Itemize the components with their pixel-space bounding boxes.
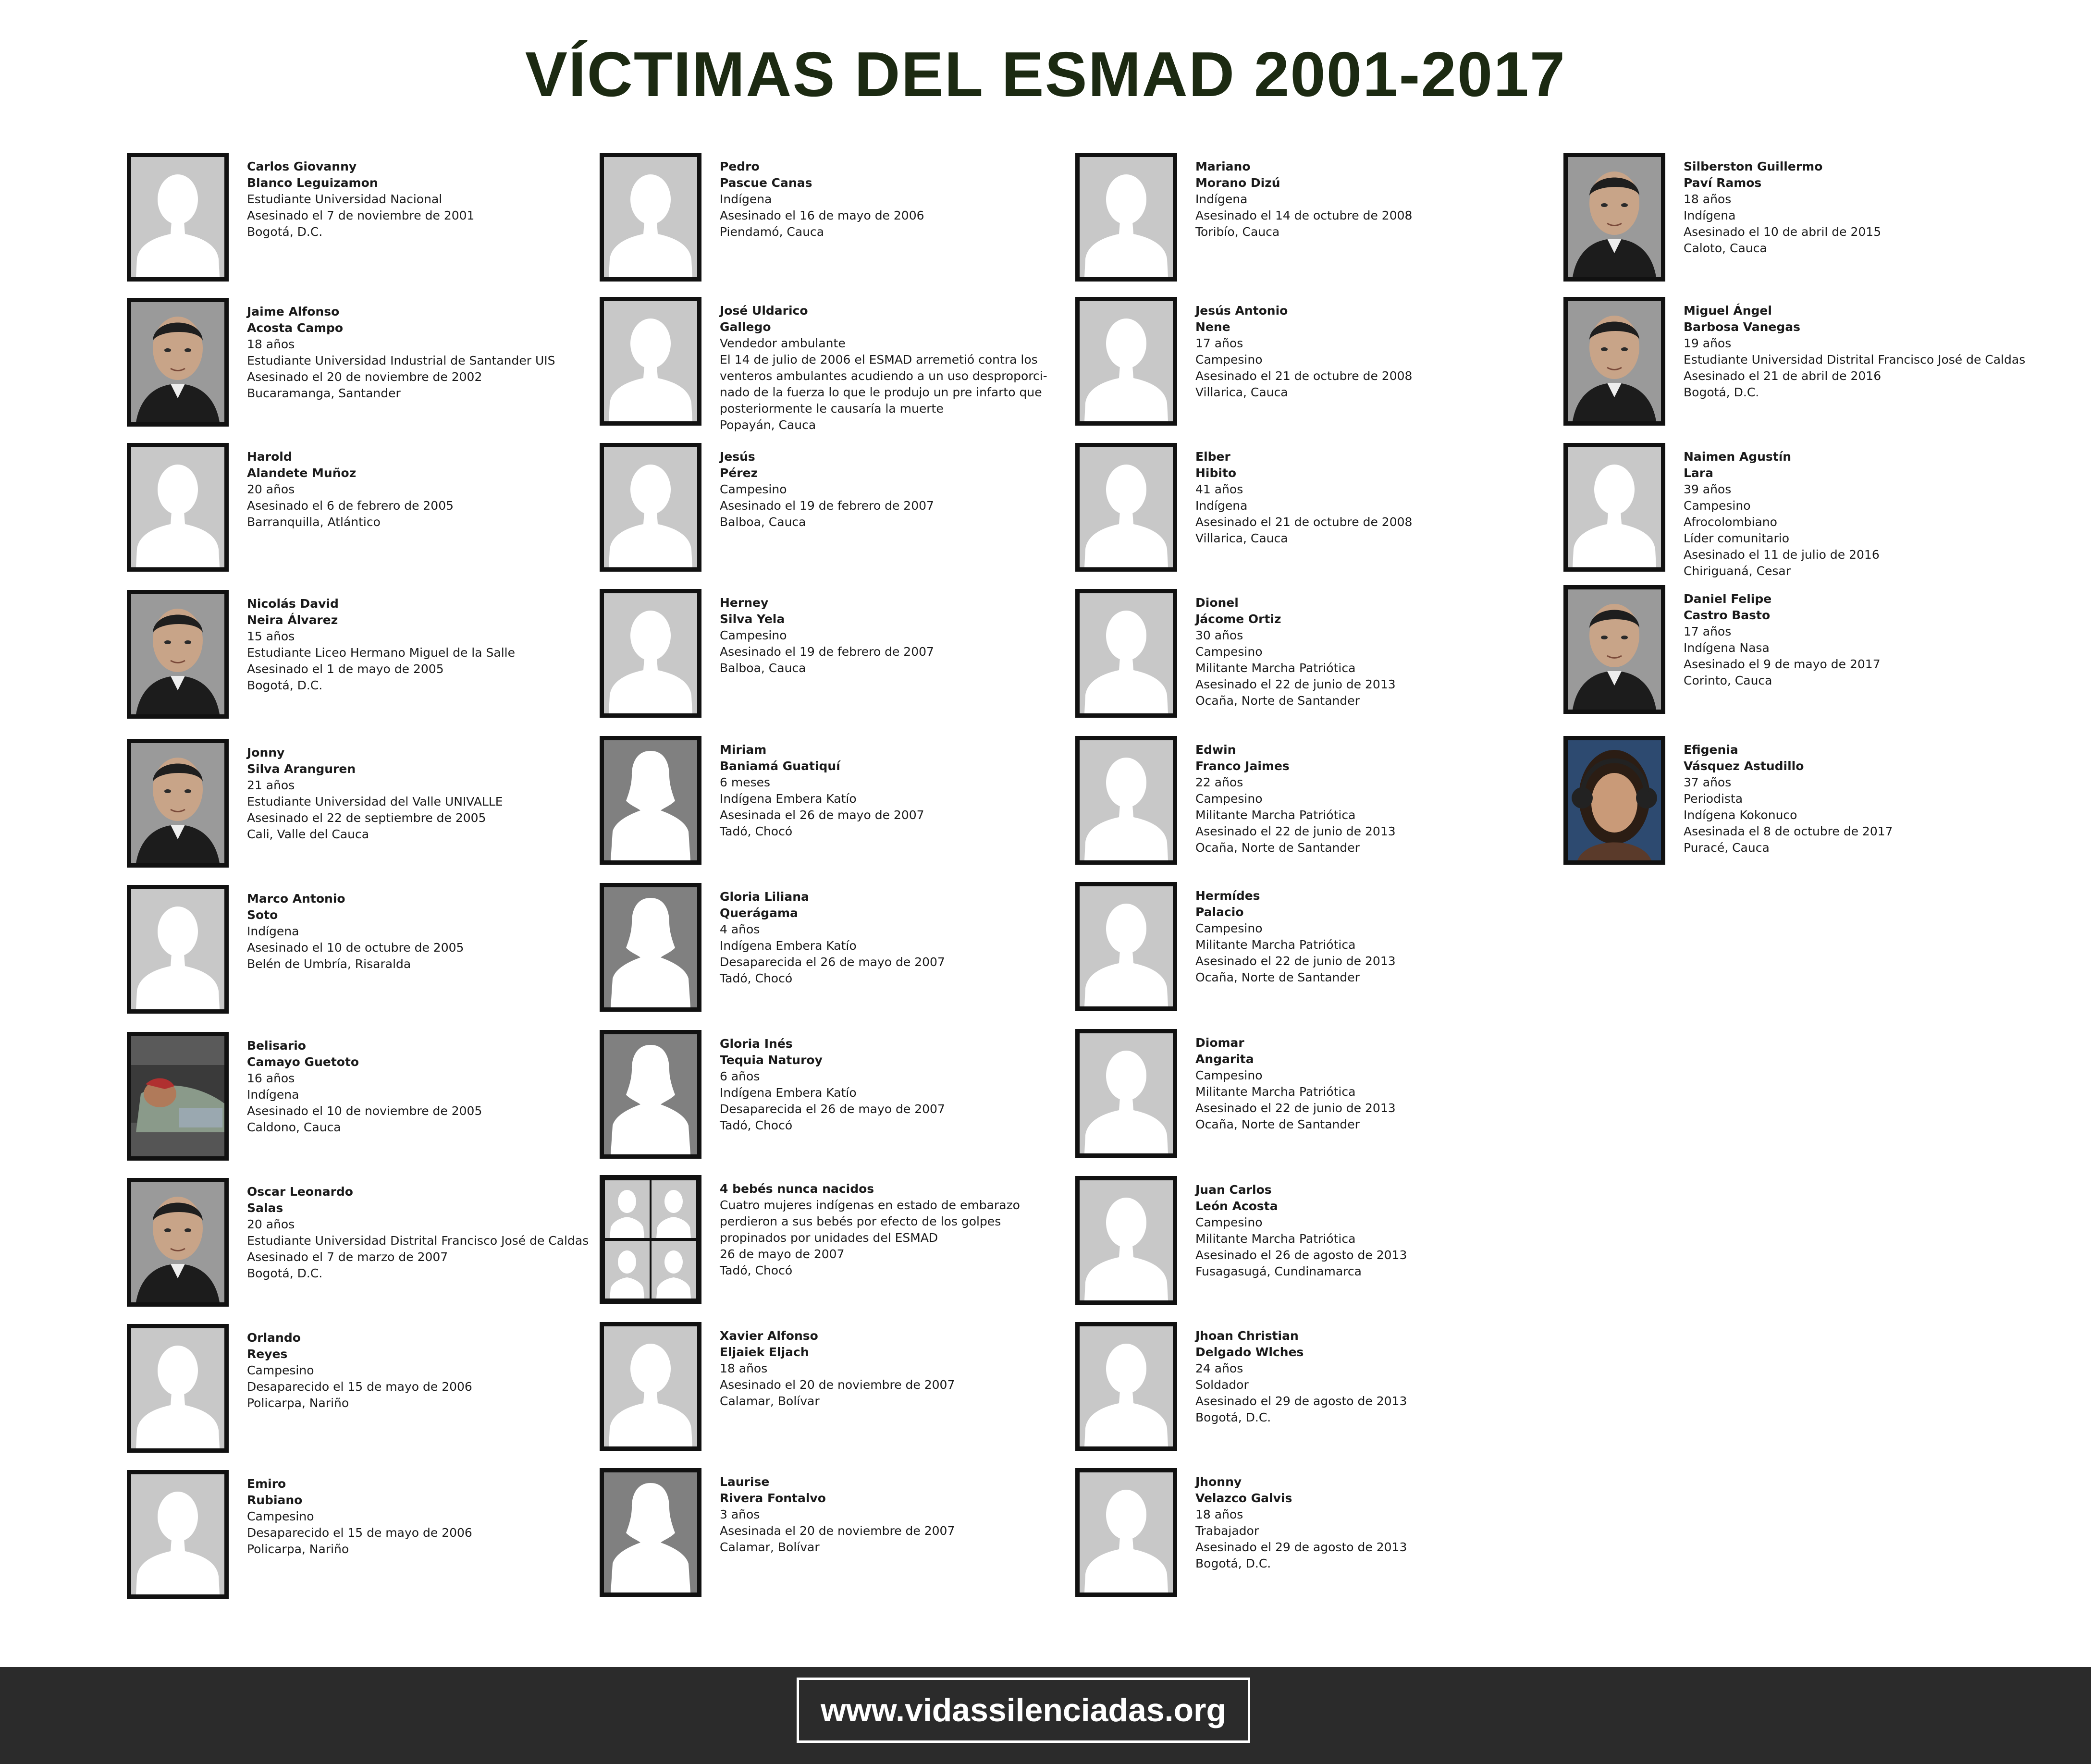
victim-detail: Estudiante Universidad Nacional — [247, 192, 443, 206]
victim-name: León Acosta — [1195, 1199, 1278, 1213]
victim-name: José Uldarico — [720, 304, 808, 318]
portrait-photo-placeholder-icon — [127, 443, 229, 572]
victim-detail: Tadó, Chocó — [720, 824, 793, 838]
victim-info — [1195, 1182, 1628, 1280]
portrait-photo-placeholder-icon — [1075, 736, 1177, 865]
victim-detail: Bogotá, D.C. — [247, 678, 323, 692]
portrait-photo-young-man — [1563, 153, 1665, 282]
victim-detail: Campesino — [1684, 499, 1751, 513]
victim-detail: Villarica, Cauca — [1195, 385, 1288, 399]
victim-name: Rubiano — [247, 1493, 303, 1507]
victim-name: Oscar Leonardo — [247, 1185, 353, 1199]
victim-detail: Villarica, Cauca — [1195, 531, 1288, 545]
victim-name: Silberston Guillermo — [1684, 159, 1823, 173]
victim-detail: propinados por unidades del ESMAD — [720, 1231, 938, 1245]
victim-detail: Asesinado el 29 de agosto de 2013 — [1195, 1540, 1407, 1554]
victim-detail: Militante Marcha Patriótica — [1195, 1085, 1356, 1099]
victim-detail: Campesino — [1195, 792, 1263, 806]
victim-detail: 18 años — [1195, 1507, 1243, 1521]
victim-detail: Asesinado el 7 de marzo de 2007 — [247, 1250, 448, 1264]
victim-detail: Indígena Kokonuco — [1684, 808, 1797, 822]
victim-info — [1195, 1474, 1628, 1572]
victim-info — [1195, 888, 1628, 986]
victim-detail: El 14 de julio de 2006 el ESMAD arremetió contra los — [720, 353, 1038, 367]
victim-detail: Calamar, Bolívar — [720, 1540, 820, 1554]
portrait-photo-placeholder-icon — [600, 153, 701, 282]
victim-detail: Campesino — [1195, 353, 1263, 367]
page-title: VÍCTIMAS DEL ESMAD 2001-2017 — [525, 39, 1566, 110]
victim-detail: Asesinado el 10 de octubre de 2005 — [247, 941, 464, 955]
victim-detail: Campesino — [247, 1509, 314, 1523]
victim-name: Salas — [247, 1201, 283, 1215]
victim-detail: Líder comunitario — [1684, 531, 1790, 545]
victim-detail: Indígena — [247, 1088, 299, 1102]
victim-detail: 30 años — [1195, 628, 1243, 642]
victim-detail: 15 años — [247, 629, 295, 643]
victim-detail: Balboa, Cauca — [720, 661, 806, 675]
victim-detail: Militante Marcha Patriótica — [1195, 808, 1356, 822]
photo-injured-person-lying — [127, 1032, 229, 1161]
victim-name: Querágama — [720, 906, 798, 920]
portrait-photo-placeholder-icon — [600, 589, 701, 718]
portrait-photo-placeholder-icon — [1075, 443, 1177, 572]
victim-detail: Estudiante Universidad Industrial de Santander UIS — [247, 354, 555, 368]
victim-name: Efigenia — [1684, 743, 1738, 757]
victim-name: Diomar — [1195, 1036, 1244, 1050]
victim-detail: Asesinado el 22 de junio de 2013 — [1195, 954, 1396, 968]
victim-detail: Asesinado el 20 de noviembre de 2007 — [720, 1378, 955, 1392]
victim-name: Elber — [1195, 450, 1230, 464]
portrait-photo-placeholder-icon — [1075, 1176, 1177, 1305]
victim-name: Alandete Muñoz — [247, 466, 357, 480]
victim-detail: Belén de Umbría, Risaralda — [247, 957, 411, 971]
victim-detail: Asesinado el 9 de mayo de 2017 — [1684, 657, 1881, 671]
victim-detail: Militante Marcha Patriótica — [1195, 1232, 1356, 1246]
victim-detail: Indígena — [247, 924, 299, 938]
victim-name: Laurise — [720, 1475, 770, 1489]
victim-info — [1684, 159, 2091, 257]
victim-detail: 41 años — [1195, 482, 1243, 496]
victim-detail: Asesinado el 21 de octubre de 2008 — [1195, 515, 1413, 529]
victim-detail: Asesinado el 22 de septiembre de 2005 — [247, 811, 486, 825]
victim-info — [1684, 303, 2091, 401]
victim-detail: Militante Marcha Patriótica — [1195, 661, 1356, 675]
victim-detail: Ocaña, Norte de Santander — [1195, 1117, 1360, 1131]
victim-detail: Bogotá, D.C. — [1195, 1410, 1271, 1424]
victim-detail: Asesinado el 1 de mayo de 2005 — [247, 662, 444, 676]
victim-detail: Campesino — [1195, 921, 1263, 935]
victim-detail: nado de la fuerza lo que le produjo un pre infarto que — [720, 385, 1042, 399]
victim-detail: Fusagasugá, Cundinamarca — [1195, 1264, 1362, 1278]
victim-detail: Asesinado el 14 de octubre de 2008 — [1195, 208, 1413, 222]
female-placeholder-icon — [600, 1030, 701, 1159]
victim-detail: Policarpa, Nariño — [247, 1396, 349, 1410]
victim-name: Jhoan Christian — [1195, 1329, 1299, 1343]
victim-detail: Asesinado el 19 de febrero de 2007 — [720, 645, 934, 659]
victim-detail: Bogotá, D.C. — [1195, 1556, 1271, 1570]
portrait-photo-placeholder-icon — [1075, 1322, 1177, 1451]
victim-detail: Asesinado el 22 de junio de 2013 — [1195, 824, 1396, 838]
victim-name: Edwin — [1195, 743, 1236, 757]
victim-detail: Campesino — [247, 1363, 314, 1377]
victim-detail: Policarpa, Nariño — [247, 1542, 349, 1556]
victim-name: Xavier Alfonso — [720, 1329, 818, 1343]
victim-name: Soto — [247, 908, 278, 922]
portrait-photo-young-man — [127, 590, 229, 719]
victim-detail: Indígena — [1195, 499, 1248, 513]
victim-detail: 18 años — [1684, 192, 1732, 206]
victim-detail: Ocaña, Norte de Santander — [1195, 970, 1360, 984]
victim-detail: venteros ambulantes acudiendo a un uso desproporci- — [720, 369, 1047, 383]
victim-detail: Barranquilla, Atlántico — [247, 515, 381, 529]
victim-name: Orlando — [247, 1331, 301, 1345]
victim-detail: Asesinado el 22 de junio de 2013 — [1195, 1101, 1396, 1115]
victim-detail: Vendedor ambulante — [720, 336, 846, 350]
portrait-photo-placeholder-icon — [1075, 1029, 1177, 1158]
victim-detail: 21 años — [247, 778, 295, 792]
victim-detail: 16 años — [247, 1071, 295, 1085]
victim-detail: 22 años — [1195, 775, 1243, 789]
victim-name: Castro Basto — [1684, 608, 1771, 622]
victim-name: Dionel — [1195, 596, 1239, 610]
victim-detail: Campesino — [720, 628, 787, 642]
victim-detail: Trabajador — [1195, 1524, 1259, 1538]
victim-detail: Indígena Embera Katío — [720, 792, 857, 806]
victim-name: Pascue Canas — [720, 176, 812, 190]
victim-detail: Indígena Nasa — [1684, 641, 1770, 655]
victim-detail: Asesinado el 21 de octubre de 2008 — [1195, 369, 1413, 383]
victim-detail: Asesinado el 19 de febrero de 2007 — [720, 499, 934, 513]
victim-detail: Asesinado el 26 de agosto de 2013 — [1195, 1248, 1407, 1262]
portrait-photo-young-man — [1563, 297, 1665, 426]
victim-detail: Asesinado el 22 de junio de 2013 — [1195, 677, 1396, 691]
victim-detail: 6 meses — [720, 775, 771, 789]
victim-detail: 24 años — [1195, 1361, 1243, 1375]
victim-detail: Chiriguaná, Cesar — [1684, 564, 1791, 578]
victim-info — [1195, 1328, 1628, 1426]
victim-name: Jesús Antonio — [1195, 304, 1288, 318]
portrait-photo-placeholder-icon — [127, 1324, 229, 1453]
victim-name: Harold — [247, 450, 292, 464]
victim-detail: Ocaña, Norte de Santander — [1195, 694, 1360, 708]
victim-info — [1195, 449, 1628, 547]
victim-detail: 17 años — [1195, 336, 1243, 350]
victim-detail: Caldono, Cauca — [247, 1120, 341, 1134]
victim-detail: Indígena — [1195, 192, 1248, 206]
victim-detail: Bogotá, D.C. — [1684, 385, 1759, 399]
portrait-photo-placeholder-icon — [127, 885, 229, 1014]
victim-detail: Bucaramanga, Santander — [247, 386, 401, 400]
victim-name: Silva Yela — [720, 612, 785, 626]
victim-name: Acosta Campo — [247, 321, 344, 335]
portrait-photo-placeholder-icon — [1075, 153, 1177, 282]
victim-detail: Asesinado el 10 de abril de 2015 — [1684, 225, 1882, 239]
victim-detail: Tadó, Chocó — [720, 971, 793, 985]
four-placeholders-icon — [600, 1175, 701, 1304]
victim-name: Neira Álvarez — [247, 613, 338, 627]
victim-info — [1684, 449, 2091, 579]
victim-detail: posteriormente le causaría la muerte — [720, 402, 944, 416]
portrait-photo-placeholder-icon — [600, 297, 701, 426]
victim-name: Belisario — [247, 1039, 306, 1053]
victim-info — [1195, 595, 1628, 709]
victim-detail: Asesinado el 11 de julio de 2016 — [1684, 548, 1880, 562]
victim-name: Eljaiek Eljach — [720, 1345, 809, 1359]
portrait-photo-young-man — [1563, 585, 1665, 714]
victim-info — [1195, 159, 1628, 240]
victim-detail: 18 años — [247, 337, 295, 351]
portrait-photo-placeholder-icon — [1075, 882, 1177, 1011]
victim-detail: Campesino — [1195, 1215, 1263, 1229]
portrait-photo-young-man — [127, 298, 229, 427]
portrait-photo-young-man — [127, 1178, 229, 1307]
female-placeholder-icon — [600, 883, 701, 1012]
footer-bar — [0, 1667, 2091, 1764]
victim-detail: Asesinado el 10 de noviembre de 2005 — [247, 1104, 482, 1118]
portrait-photo-placeholder-icon — [1075, 1468, 1177, 1597]
victim-detail: Asesinado el 6 de febrero de 2005 — [247, 499, 454, 513]
victim-detail: Desaparecido el 15 de mayo de 2006 — [247, 1526, 472, 1540]
victim-detail: 20 años — [247, 1217, 295, 1231]
victim-name: Velazco Galvis — [1195, 1491, 1292, 1505]
victim-name: Camayo Guetoto — [247, 1055, 359, 1069]
portrait-photo-placeholder-icon — [127, 1470, 229, 1599]
victim-name: Vásquez Astudillo — [1684, 759, 1804, 773]
victim-name: Franco Jaimes — [1195, 759, 1290, 773]
portrait-photo-placeholder-icon — [1563, 443, 1665, 572]
victim-detail: Cali, Valle del Cauca — [247, 827, 369, 841]
victim-detail: Indígena Embera Katío — [720, 939, 857, 953]
victim-detail: Estudiante Liceo Hermano Miguel de la Salle — [247, 646, 515, 660]
victim-name: 4 bebés nunca nacidos — [720, 1182, 874, 1196]
victim-detail: Tadó, Chocó — [720, 1118, 793, 1132]
victim-detail: Bogotá, D.C. — [247, 225, 323, 239]
portrait-photo-young-man — [127, 739, 229, 868]
website-link[interactable]: www.vidassilenciadas.org — [797, 1678, 1250, 1743]
victim-name: Miguel Ángel — [1684, 304, 1772, 318]
victim-name: Blanco Leguizamon — [247, 176, 378, 190]
victim-detail: 17 años — [1684, 625, 1732, 638]
victim-name: Herney — [720, 596, 769, 610]
victim-detail: Tadó, Chocó — [720, 1263, 793, 1277]
victim-detail: Desaparecida el 26 de mayo de 2007 — [720, 955, 945, 969]
victim-detail: Piendamó, Cauca — [720, 225, 824, 239]
victim-detail: Asesinado el 29 de agosto de 2013 — [1195, 1394, 1407, 1408]
victim-detail: Asesinado el 21 de abril de 2016 — [1684, 369, 1882, 383]
victim-name: Baniamá Guatiquí — [720, 759, 840, 773]
victim-detail: Desaparecido el 15 de mayo de 2006 — [247, 1380, 472, 1394]
victim-detail: Asesinada el 8 de octubre de 2017 — [1684, 824, 1893, 838]
victim-name: Rivera Fontalvo — [720, 1491, 826, 1505]
victim-detail: Indígena — [1684, 208, 1736, 222]
portrait-photo-placeholder-icon — [127, 153, 229, 282]
victim-info — [1684, 591, 2091, 689]
victim-detail: Asesinado el 20 de noviembre de 2002 — [247, 370, 482, 384]
victim-name: Angarita — [1195, 1052, 1254, 1066]
victim-name: Jhonny — [1195, 1475, 1242, 1489]
victim-detail: Asesinada el 26 de mayo de 2007 — [720, 808, 924, 822]
victim-detail: 19 años — [1684, 336, 1732, 350]
victim-name: Pérez — [720, 466, 758, 480]
victim-name: Marco Antonio — [247, 892, 345, 906]
victim-detail: Soldador — [1195, 1378, 1249, 1392]
victim-name: Naimen Agustín — [1684, 450, 1792, 464]
victim-detail: Cuatro mujeres indígenas en estado de embarazo — [720, 1198, 1020, 1212]
victim-name: Nene — [1195, 320, 1230, 334]
victim-detail: Calamar, Bolívar — [720, 1394, 820, 1408]
victim-detail: 39 años — [1684, 482, 1732, 496]
victim-name: Emiro — [247, 1477, 286, 1491]
victim-detail: Indígena — [720, 192, 772, 206]
victim-name: Gloria Liliana — [720, 890, 809, 904]
victim-detail: 4 años — [720, 922, 760, 936]
portrait-photo-placeholder-icon — [600, 443, 701, 572]
victim-name: Jácome Ortiz — [1195, 612, 1281, 626]
portrait-photo-placeholder-icon — [1075, 297, 1177, 426]
victim-name: Mariano — [1195, 159, 1251, 173]
victim-name: Miriam — [720, 743, 767, 757]
victim-detail: Indígena Embera Katío — [720, 1086, 857, 1100]
female-placeholder-icon — [600, 736, 701, 865]
victim-info — [1684, 742, 2091, 856]
victim-name: Carlos Giovanny — [247, 159, 357, 173]
victim-detail: 18 años — [720, 1361, 768, 1375]
victim-name: Paví Ramos — [1684, 176, 1762, 190]
victim-detail: Estudiante Universidad del Valle UNIVALLE — [247, 795, 503, 808]
victim-detail: 3 años — [720, 1507, 760, 1521]
victim-detail: Asesinado el 16 de mayo de 2006 — [720, 208, 924, 222]
victim-name: Palacio — [1195, 905, 1244, 919]
victim-detail: 6 años — [720, 1069, 760, 1083]
victim-detail: Toribío, Cauca — [1195, 225, 1280, 239]
victim-detail: Caloto, Cauca — [1684, 241, 1767, 255]
victim-name: Gallego — [720, 320, 771, 334]
victim-detail: perdieron a sus bebés por efecto de los golpes — [720, 1214, 1001, 1228]
victim-detail: Campesino — [1195, 645, 1263, 659]
victim-name: Nicolás David — [247, 597, 339, 611]
victim-detail: Afrocolombiano — [1684, 515, 1777, 529]
victim-detail: Ocaña, Norte de Santander — [1195, 841, 1360, 855]
victim-name: Juan Carlos — [1195, 1183, 1272, 1197]
victim-name: Daniel Felipe — [1684, 592, 1772, 606]
victim-detail: Puracé, Cauca — [1684, 841, 1770, 855]
portrait-photo-placeholder-icon — [600, 1322, 701, 1451]
victim-detail: Campesino — [1195, 1068, 1263, 1082]
victim-name: Delgado Wlches — [1195, 1345, 1304, 1359]
female-placeholder-icon — [600, 1468, 701, 1597]
victim-detail: 26 de mayo de 2007 — [720, 1247, 845, 1261]
portrait-photo-woman-headphones — [1563, 736, 1665, 865]
victim-name: Hibito — [1195, 466, 1237, 480]
victim-name: Tequia Naturoy — [720, 1053, 823, 1067]
victim-name: Morano Dizú — [1195, 176, 1280, 190]
victim-detail: 37 años — [1684, 775, 1732, 789]
victim-detail: Militante Marcha Patriótica — [1195, 938, 1356, 952]
victim-detail: Estudiante Universidad Distrital Francisco José de Caldas — [1684, 353, 2026, 367]
victim-name: Jonny — [247, 746, 285, 760]
victim-name: Jesús — [720, 450, 755, 464]
victim-detail: 20 años — [247, 482, 295, 496]
victim-detail: Periodista — [1684, 792, 1743, 806]
victim-detail: Estudiante Universidad Distrital Francisco José de Caldas — [247, 1234, 589, 1248]
victim-name: Pedro — [720, 159, 760, 173]
victim-name: Lara — [1684, 466, 1713, 480]
victim-name: Hermídes — [1195, 889, 1260, 903]
victim-info — [1195, 742, 1628, 856]
victim-name: Silva Aranguren — [247, 762, 356, 776]
victim-detail: Asesinada el 20 de noviembre de 2007 — [720, 1524, 955, 1538]
victim-detail: Balboa, Cauca — [720, 515, 806, 529]
victim-info — [1195, 1035, 1628, 1133]
victim-detail: Desaparecida el 26 de mayo de 2007 — [720, 1102, 945, 1116]
victim-name: Gloria Inés — [720, 1037, 793, 1051]
victim-name: Reyes — [247, 1347, 288, 1361]
victim-name: Barbosa Vanegas — [1684, 320, 1801, 334]
victim-name: Jaime Alfonso — [247, 305, 340, 318]
victim-detail: Popayán, Cauca — [720, 418, 816, 432]
victim-detail: Asesinado el 7 de noviembre de 2001 — [247, 208, 475, 222]
portrait-photo-placeholder-icon — [1075, 589, 1177, 718]
victim-info — [1195, 303, 1628, 401]
victim-detail: Campesino — [720, 482, 787, 496]
victim-detail: Corinto, Cauca — [1684, 674, 1772, 687]
victim-detail: Bogotá, D.C. — [247, 1266, 323, 1280]
